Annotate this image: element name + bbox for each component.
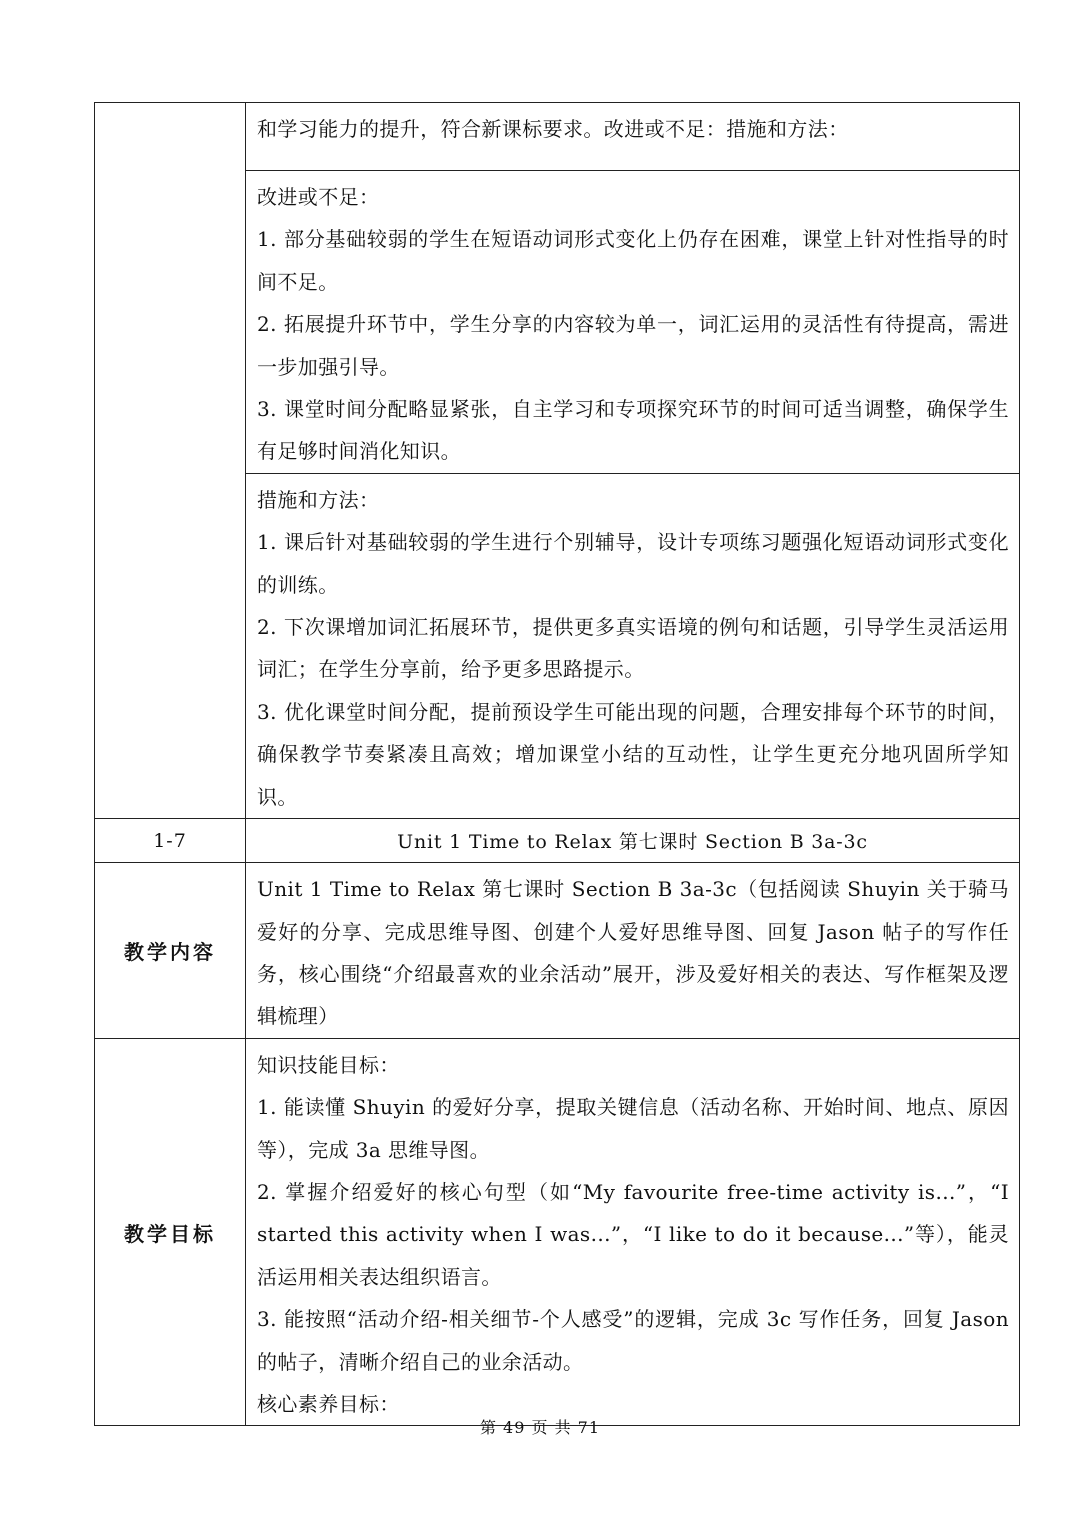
reflection-intro-text: 和学习能力的提升，符合新课标要求。改进或不足：措施和方法： [257, 117, 849, 141]
shortcoming-item: 2. 拓展提升环节中，学生分享的内容较为单一，词汇运用的灵活性有待提高，需进一步加强引导。 [257, 312, 1009, 379]
lesson-title-row [95, 819, 1020, 863]
knowledge-item: 2. 掌握介绍爱好的核心句型（如“My favourite free-time activity is...”，“I started this activity when I was...”，“I like to do it because...”等），能灵活运用相关表达组织语言。 [257, 1179, 1009, 1289]
knowledge-item: 3. 能按照“活动介绍-相关细节-个人感受”的逻辑，完成 3c 写作任务，回复 Jason 的帖子，清晰介绍自己的业余活动。 [257, 1307, 1009, 1374]
lesson-number: 1-7 [95, 819, 246, 863]
reflection-intro-row [95, 103, 1020, 171]
lesson-title: Unit 1 Time to Relax 第七课时 Section B 3a-3c [246, 819, 1020, 863]
objectives-cell [246, 1038, 1020, 1426]
content-text: Unit 1 Time to Relax 第七课时 Section B 3a-3c（包括阅读 Shuyin 关于骑马爱好的分享、完成思维导图、创建个人爱好思维导图、回复 Jason 帖子的写作任务，核心围绕“介绍最喜欢的业余活动”展开，涉及爱好相关的表达、写作框架及逻辑梳理） [257, 877, 1009, 1029]
objectives-label: 教学目标 [95, 1038, 246, 1426]
lesson-plan-table [94, 102, 1020, 1426]
empty-label-cell [95, 103, 246, 819]
shortcomings-cell [246, 171, 1020, 474]
core-heading: 核心素养目标： [257, 1391, 400, 1416]
content-cell [246, 863, 1020, 1039]
content-label: 教学内容 [95, 863, 246, 1039]
knowledge-heading: 知识技能目标： [257, 1052, 400, 1077]
objectives-row [95, 1038, 1020, 1426]
reflection-intro-cell [246, 103, 1020, 171]
page-footer: 第 49 页 共 71 [479, 1418, 601, 1437]
measures-heading: 措施和方法： [257, 487, 380, 512]
measure-item: 2. 下次课增加词汇拓展环节，提供更多真实语境的例句和话题，引导学生灵活运用词汇；在学生分享前，给予更多思路提示。 [257, 615, 1009, 682]
measure-item: 1. 课后针对基础较弱的学生进行个别辅导，设计专项练习题强化短语动词形式变化的训练。 [257, 530, 1009, 597]
measures-cell [246, 473, 1020, 818]
content-row [95, 863, 1020, 1039]
shortcoming-item: 1. 部分基础较弱的学生在短语动词形式变化上仍存在困难，课堂上针对性指导的时间不足。 [257, 227, 1009, 294]
measure-item: 3. 优化课堂时间分配，提前预设学生可能出现的问题，合理安排每个环节的时间，确保教学节奏紧凑且高效；增加课堂小结的互动性，让学生更充分地巩固所学知识。 [257, 699, 1009, 809]
shortcoming-item: 3. 课堂时间分配略显紧张，自主学习和专项探究环节的时间可适当调整，确保学生有足够时间消化知识。 [257, 397, 1009, 464]
knowledge-item: 1. 能读懂 Shuyin 的爱好分享，提取关键信息（活动名称、开始时间、地点、原因等），完成 3a 思维导图。 [257, 1095, 1009, 1162]
shortcomings-heading: 改进或不足： [257, 185, 380, 209]
